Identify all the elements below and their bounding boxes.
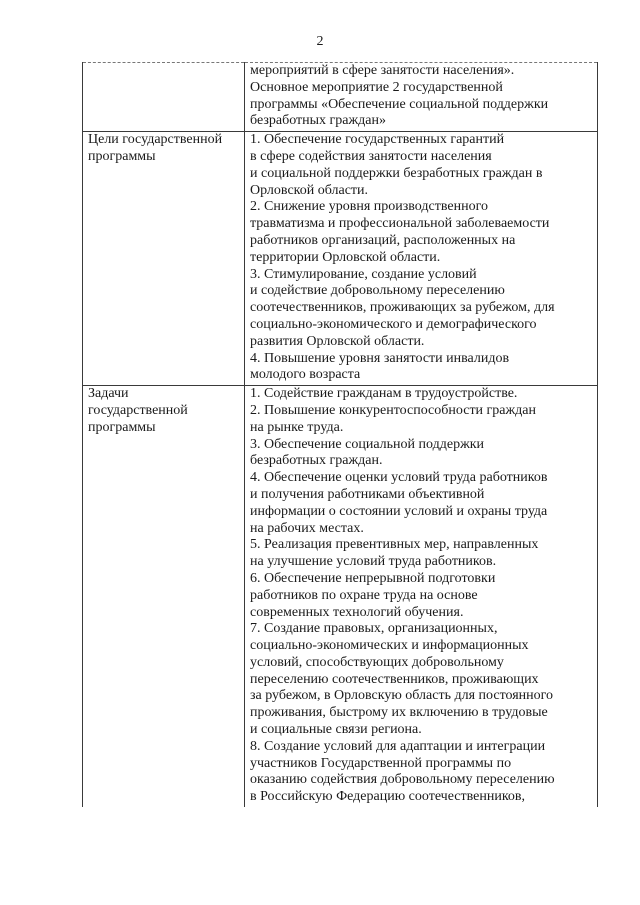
label-line: Цели государственной (88, 132, 223, 148)
content-line: 2. Снижение уровня производственного (250, 199, 488, 215)
content-line: работников организаций, расположенных на (250, 232, 516, 248)
content-line: 8. Создание условий для адаптации и интеграции (250, 738, 546, 754)
row-content-cell (245, 132, 598, 386)
content-line: и социальной поддержки безработных граждан в (250, 165, 543, 181)
content-line: 1. Обеспечение государственных гарантий (250, 132, 505, 148)
row-label-cell (83, 132, 245, 386)
content-line: социально-экономического и демографического (250, 316, 537, 332)
content-line: 3. Стимулирование, создание условий (250, 266, 477, 282)
content-line: 5. Реализация превентивных мер, направленных (250, 537, 539, 553)
content-line: 2. Повышение конкурентоспособности граждан (250, 402, 537, 418)
content-line: 1. Содействие гражданам в трудоустройстве. (250, 386, 518, 402)
content-line: 3. Обеспечение социальной поддержки (250, 436, 485, 452)
content-line: 4. Обеспечение оценки условий труда работников (250, 470, 548, 486)
content-line: социально-экономических и информационных (250, 638, 529, 654)
content-line: безработных граждан. (250, 453, 383, 469)
table-row (83, 132, 598, 386)
content-line: травматизма и профессиональной заболеваемости (250, 216, 550, 232)
content-line: участников Государственной программы по (250, 755, 512, 771)
content-line: на рынке труда. (250, 419, 344, 435)
content-line: и получения работниками объективной (250, 486, 485, 502)
content-line: современных технологий обучения. (250, 604, 464, 620)
content-line: на рабочих местах. (250, 520, 364, 536)
content-line: развития Орловской области. (250, 333, 425, 349)
program-passport-table (82, 62, 598, 807)
content-line: территории Орловской области. (250, 249, 441, 265)
page-number: 2 (316, 34, 324, 49)
content-line: оказанию содействия добровольному переселению (250, 772, 555, 788)
label-line: программы (88, 419, 156, 435)
label-line: Задачи (88, 386, 129, 402)
content-line: программы «Обеспечение социальной поддержки (250, 96, 549, 112)
content-line: в сфере содействия занятости населения (250, 148, 492, 164)
table-row (83, 386, 598, 807)
label-line: государственной (88, 402, 188, 418)
table-row (83, 63, 598, 132)
content-line: мероприятий в сфере занятости населения». (250, 63, 515, 78)
content-line: и содействие добровольному переселению (250, 283, 505, 299)
content-line: Основное мероприятие 2 государственной (250, 79, 503, 95)
label-line: программы (88, 148, 156, 164)
content-line: условий, способствующих добровольному (250, 654, 504, 670)
content-line: информации о состоянии условий и охраны труда (250, 503, 548, 519)
content-line: на улучшение условий труда работников. (250, 554, 497, 570)
content-line: за рубежом, в Орловскую область для постоянного (250, 688, 554, 704)
content-line: 6. Обеспечение непрерывной подготовки (250, 570, 496, 586)
row-label-cell (83, 63, 245, 132)
content-line: и социальные связи региона. (250, 722, 422, 738)
content-line: безработных граждан» (250, 113, 386, 129)
row-label-cell (83, 386, 245, 807)
content-line: 7. Создание правовых, организационных, (250, 621, 498, 637)
content-line: Орловской области. (250, 182, 369, 198)
content-line: работников по охране труда на основе (250, 587, 478, 603)
content-line: 4. Повышение уровня занятости инвалидов (250, 350, 510, 366)
row-content-cell (245, 63, 598, 132)
content-line: молодого возраста (250, 367, 361, 383)
content-line: в Российскую Федерацию соотечественников, (250, 789, 526, 805)
content-line: соотечественников, проживающих за рубежом, для (250, 300, 555, 316)
content-line: переселению соотечественников, проживающих (250, 671, 539, 687)
content-line: проживания, быстрому их включению в трудовые (250, 705, 548, 721)
row-content-cell (245, 386, 598, 807)
